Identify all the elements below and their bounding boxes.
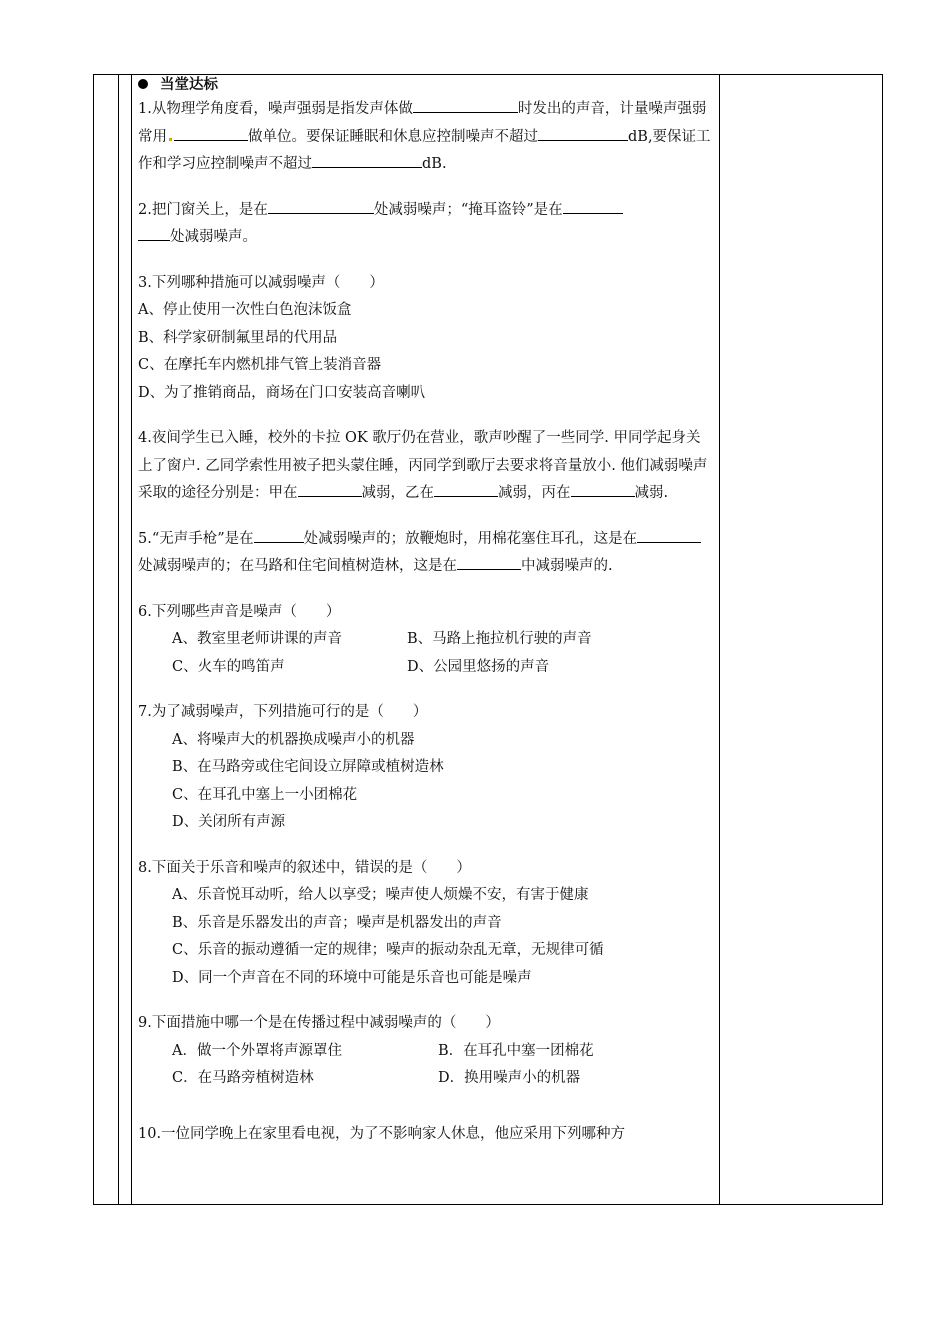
question-1: [138, 96, 713, 179]
q2-text-a: 2.把门窗关上，是在: [138, 201, 268, 218]
q6-options-row-1: [138, 626, 713, 654]
answer-blank[interactable]: [254, 528, 304, 543]
q3-option-b: B、科学家研制氟里昂的代用品: [138, 329, 338, 346]
question-10: 10.一位同学晚上在家里看电视，为了不影响家人休息，他应采用下列哪种方: [138, 1125, 626, 1142]
answer-blank[interactable]: [138, 226, 170, 241]
q9-option-d: D．换用噪声小的机器: [438, 1070, 581, 1086]
q9-option-b: B．在耳孔中塞一团棉花: [438, 1042, 594, 1059]
q8-option-c: C、乐音的振动遵循一定的规律；噪声的振动杂乱无章，无规律可循: [172, 942, 604, 958]
q8-option-b: B、乐音是乐器发出的声音；噪声是机器发出的声音: [172, 914, 502, 931]
column-divider-left-2: [131, 74, 132, 1204]
q8-option-d: D、同一个声音在不同的环境中可能是乐音也可能是噪声: [172, 969, 532, 986]
q6-option-d: D、公园里悠扬的声音: [407, 658, 550, 675]
q6-option-b: B、马路上拖拉机行驶的声音: [407, 631, 592, 647]
column-divider-right: [719, 74, 720, 1204]
q1-text-a: 1.从物理学角度看，噪声强弱是指发声体做: [138, 101, 413, 117]
q7-option-c: C、在耳孔中塞上一小团棉花: [172, 786, 358, 803]
column-divider-left-1: [118, 74, 119, 1204]
q1-text-d: dB,要保证工作和学习应控制噪声不超过: [138, 128, 711, 172]
q5-text-b: 处减弱噪声的；放鞭炮时，用棉花塞住耳孔，这是在: [303, 530, 638, 547]
answer-blank[interactable]: [268, 199, 374, 214]
answer-blank[interactable]: [413, 98, 518, 113]
mark-dot: [169, 138, 172, 141]
answer-blank[interactable]: [457, 555, 521, 570]
question-6: [138, 599, 713, 682]
answer-blank[interactable]: [637, 528, 701, 543]
question-3: [138, 270, 713, 408]
q9-option-a: A．做一个外罩将声源罩住: [172, 1042, 342, 1059]
q6-option-a: A、教室里老师讲课的声音: [172, 631, 342, 647]
q4-text-b: 减弱，乙在: [361, 485, 434, 501]
question-2: [138, 197, 713, 252]
q5-text-c: 处减弱噪声的；在马路和住宅间植树造林，这是在: [138, 558, 457, 574]
q2-text-b: 处减弱噪声；“掩耳盗铃”是在: [373, 201, 563, 218]
question-5: [138, 526, 713, 581]
question-8: [138, 855, 713, 993]
q9-stem: 9.下面措施中哪一个是在传播过程中减弱噪声的（ ）: [138, 1015, 500, 1031]
answer-blank[interactable]: [571, 482, 635, 497]
answer-blank[interactable]: [538, 126, 628, 141]
q1-text-c: 做单位。要保证睡眠和休息应控制噪声不超过: [248, 128, 538, 145]
answer-blank[interactable]: [174, 126, 248, 141]
q1-text-b: 时发出的声音，计量噪声强弱常用: [138, 101, 707, 145]
q6-stem: 6.下列哪些声音是噪声（ ）: [138, 603, 341, 620]
q6-options-row-2: [138, 654, 713, 682]
q9-option-c: C．在马路旁植树造林: [172, 1070, 314, 1086]
section-title: 当堂达标: [160, 77, 218, 93]
q8-option-a: A、乐音悦耳动听，给人以享受；噪声使人烦燥不安，有害于健康: [172, 887, 589, 903]
q3-option-c: C、在摩托车内燃机排气管上装消音器: [138, 357, 382, 373]
q7-option-a: A、将噪声大的机器换成噪声小的机器: [172, 731, 415, 748]
q3-option-d: D、为了推销商品，商场在门口安装高音喇叭: [138, 384, 426, 401]
section-heading: [138, 76, 713, 94]
q4-text-d: 减弱.: [634, 485, 669, 501]
question-9: [138, 1010, 713, 1093]
answer-blank[interactable]: [563, 199, 623, 214]
bullet-icon: [138, 79, 148, 89]
q6-option-c: C、火车的鸣笛声: [172, 658, 285, 675]
exercise-content: [138, 76, 713, 1148]
q1-text-e: dB.: [422, 156, 447, 172]
q7-option-b: B、在马路旁或住宅间设立屏障或植树造林: [172, 759, 444, 775]
table-bottom-border: [93, 1204, 883, 1205]
question-4: [138, 425, 713, 508]
q9-options-row-1: [138, 1038, 713, 1066]
q2-text-c: 处减弱噪声。: [170, 229, 257, 245]
q4-text-a: 4.夜间学生已入睡，校外的卡拉 OK 歌厅仍在营业，歌声吵醒了一些同学. 甲同学起身关上了窗户. 乙同学索性用被子把头蒙住睡，丙同学到歌厅去要求将音量放小. 他们减弱噪声采取的途径分别是：甲在: [138, 430, 708, 501]
answer-blank[interactable]: [434, 482, 498, 497]
q9-options-row-2: [138, 1065, 713, 1093]
answer-blank[interactable]: [298, 482, 362, 497]
q5-text-d: 中减弱噪声的.: [521, 558, 613, 574]
question-7: [138, 699, 713, 837]
q5-text-a: 5.“无声手枪”是在: [138, 530, 254, 547]
q7-option-d: D、关闭所有声源: [172, 814, 286, 830]
q8-stem: 8.下面关于乐音和噪声的叙述中，错误的是（ ）: [138, 859, 471, 876]
q4-text-c: 减弱，丙在: [498, 485, 571, 501]
answer-blank[interactable]: [312, 153, 422, 168]
q7-stem: 7.为了减弱噪声，下列措施可行的是（ ）: [138, 704, 428, 720]
q3-stem: 3.下列哪种措施可以减弱噪声（ ）: [138, 274, 384, 291]
q3-option-a: A、停止使用一次性白色泡沫饭盒: [138, 302, 352, 318]
